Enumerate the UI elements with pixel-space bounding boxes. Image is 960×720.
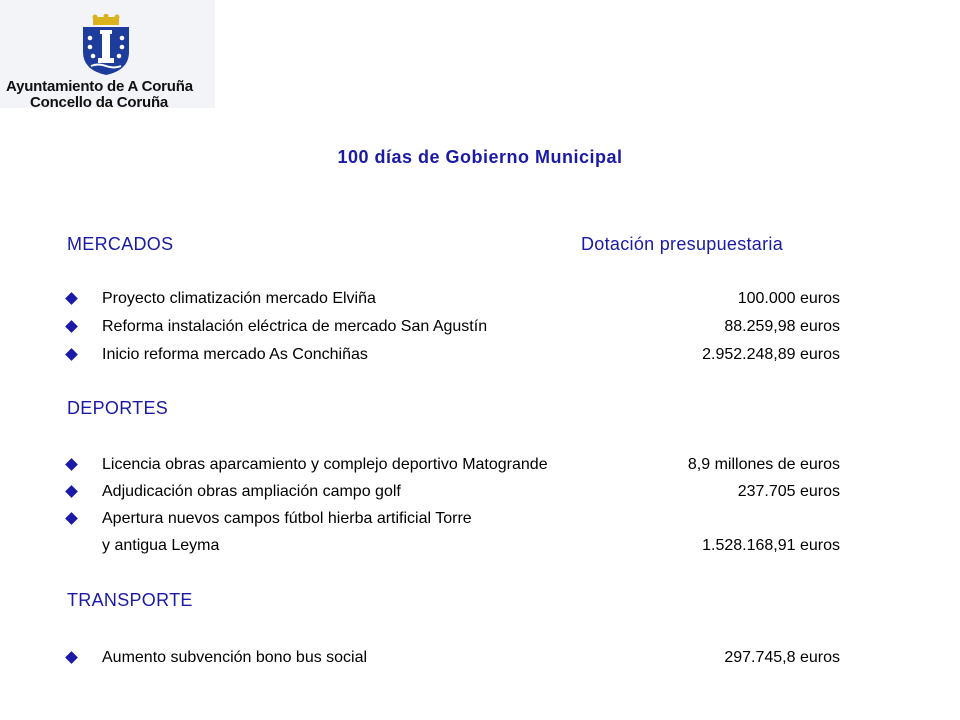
list-item — [67, 648, 840, 668]
section-title-deportes: DEPORTES — [67, 398, 169, 418]
diamond-bullet-icon — [65, 512, 78, 525]
list-item-continuation — [67, 536, 840, 556]
item-label: Licencia obras aparcamiento y complejo deportivo Matogrande — [102, 456, 548, 473]
coat-of-arms-icon — [75, 14, 137, 76]
section-title-mercados: MERCADOS — [67, 234, 174, 254]
list-item — [67, 289, 840, 309]
item-amount: 297.745,8 euros — [724, 649, 840, 666]
logo-text-line2: Concello da Coruña — [30, 94, 169, 111]
diamond-bullet-icon — [65, 458, 78, 471]
diamond-bullet-icon — [65, 348, 78, 361]
item-amount: 2.952.248,89 euros — [702, 346, 840, 363]
diamond-bullet-icon — [65, 320, 78, 333]
list-item — [67, 455, 840, 475]
item-label: Adjudicación obras ampliación campo golf — [102, 483, 401, 500]
logo-text-line1: Ayuntamiento de A Coruña — [6, 78, 193, 95]
item-amount: 8,9 millones de euros — [687, 456, 840, 473]
item-amount: 237.705 euros — [737, 483, 840, 500]
page-title: 100 días de Gobierno Municipal — [337, 147, 623, 167]
list-item — [67, 482, 840, 502]
item-amount: 100.000 euros — [737, 290, 840, 307]
item-amount: 1.528.168,91 euros — [702, 537, 840, 554]
item-label: Apertura nuevos campos fútbol hierba artificial Torre — [102, 510, 472, 527]
list-item — [67, 509, 840, 529]
budget-column-header: Dotación presupuestaria — [581, 234, 784, 254]
list-item — [67, 317, 840, 337]
diamond-bullet-icon — [65, 292, 78, 305]
list-item — [67, 345, 840, 365]
item-label: Reforma instalación eléctrica de mercado San Agustín — [102, 318, 488, 335]
municipal-logo — [0, 0, 215, 111]
item-label-continuation: y antigua Leyma — [102, 537, 220, 554]
item-label: Aumento subvención bono bus social — [102, 649, 368, 666]
diamond-bullet-icon — [65, 485, 78, 498]
diamond-bullet-icon — [65, 651, 78, 664]
item-label: Inicio reforma mercado As Conchiñas — [102, 346, 368, 363]
item-amount: 88.259,98 euros — [724, 318, 840, 335]
item-label: Proyecto climatización mercado Elviña — [102, 290, 376, 307]
section-title-transporte: TRANSPORTE — [67, 590, 193, 610]
